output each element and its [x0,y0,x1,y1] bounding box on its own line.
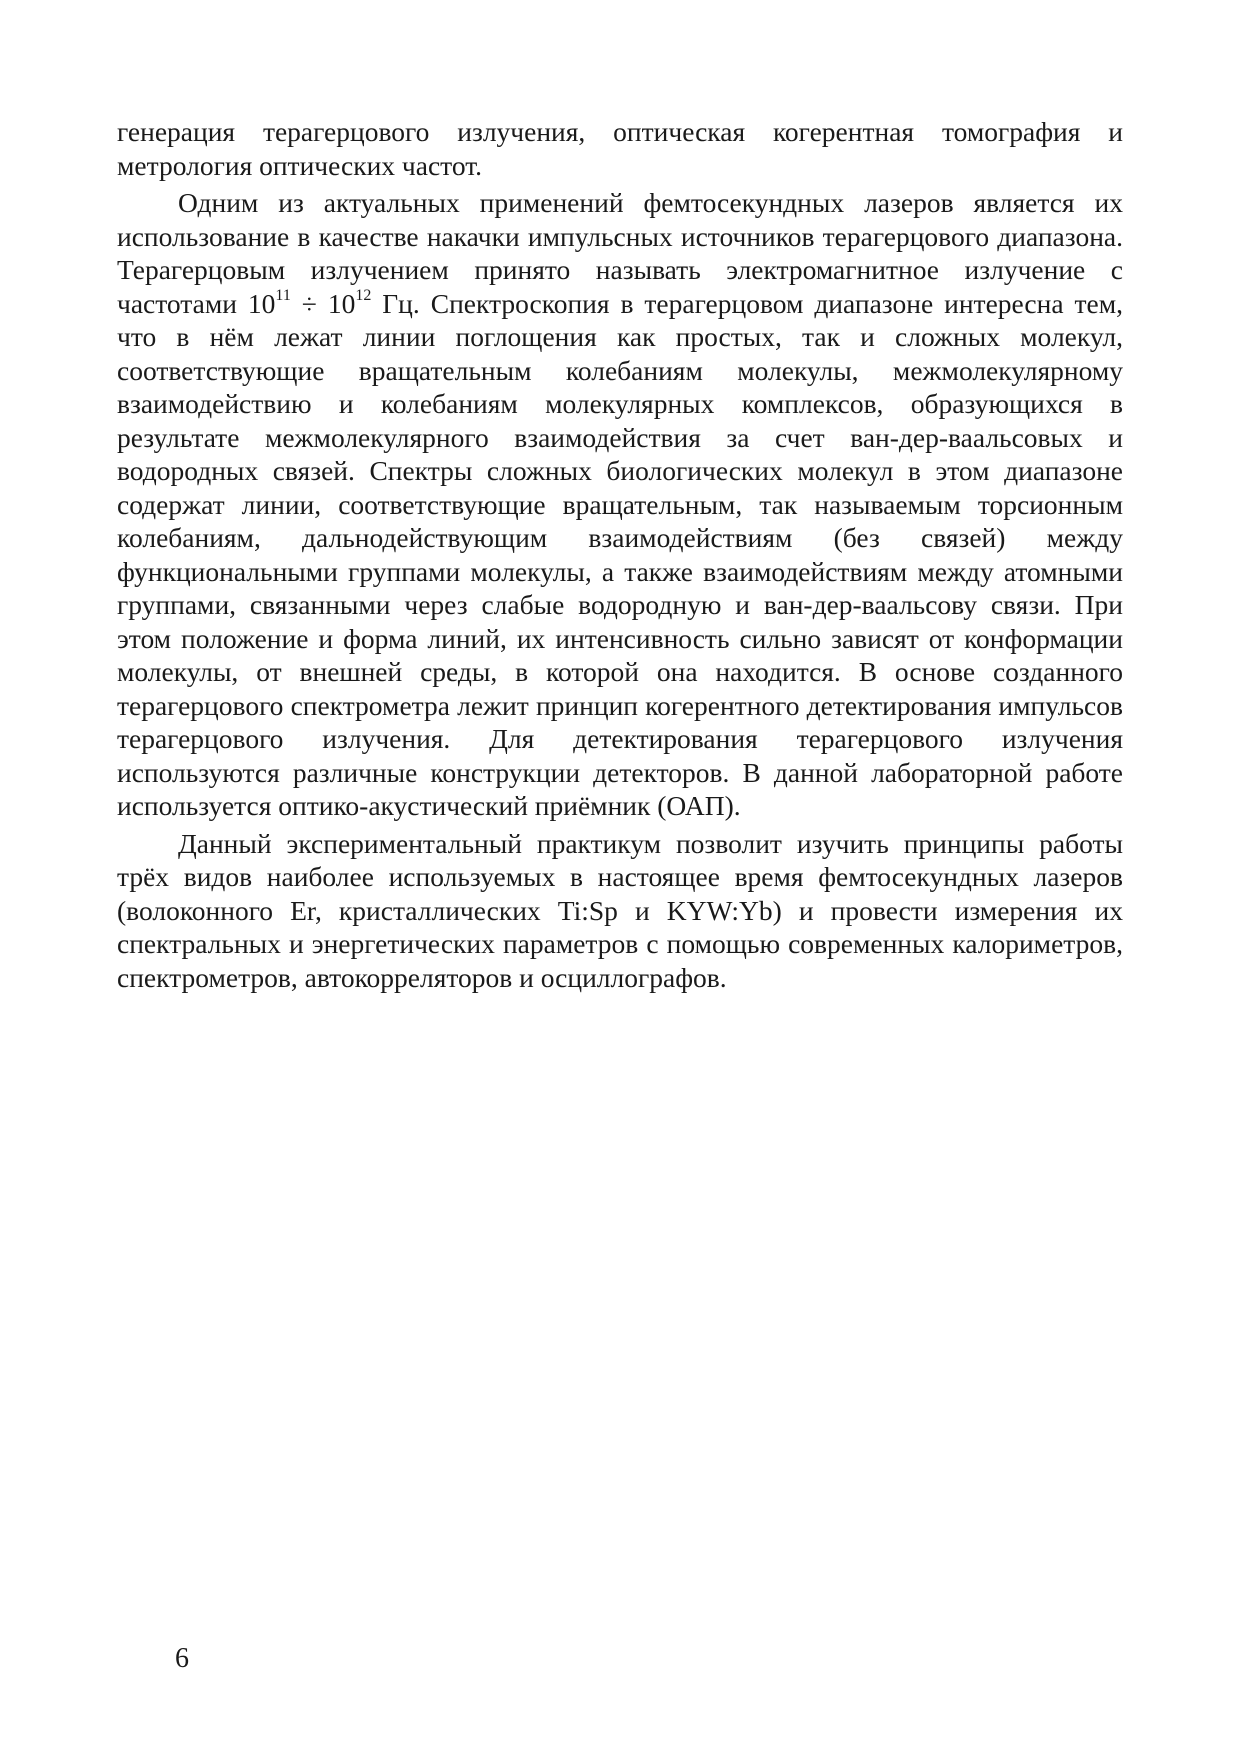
exponent-11: 11 [275,287,291,305]
paragraph-terahertz-text-start: Одним из актуальных применений фемтосекундных лазеров является их использование в качестве накачки импульсных источников терагерцового диапазона. Терагерцовым излучением принято называть электромагнитное излучение с частотами 10 [117,187,1123,319]
paragraph-continuation: генерация терагерцового излучения, оптическая когерентная томография и метрология оптических частот. [117,116,1123,181]
paragraph-practicum: Данный экспериментальный практикум позволит изучить принципы работы трёх видов наиболее используемых в настоящее время фемтосекундных лазеров (волоконного Er, кристаллических Ti:Sp и KYW:Yb) и провести измерения их спектральных и энергетических параметров с помощью современных калориметров, спектрометров, автокорреляторов и осциллографов. [117,827,1123,993]
page-number: 6 [175,1643,189,1674]
paragraph-terahertz-text-mid: ÷ 10 [290,287,356,319]
paragraph-terahertz-text-end: Гц. Спектроскопия в терагерцовом диапазоне интересна тем, что в нём лежат линии поглощения как простых, так и сложных молекул, соответствующие вращательным колебаниям молекулы, межмолекулярному взаимодействию и колебаниям молекулярных комплексов, образующихся в результате межмолекулярного взаимодействия за счет ван-дер-ваальсовых и водородных связей. Спектры сложных биологических молекул в этом диапазоне содержат линии, соответствующие вращательным, так называемым торсионным колебаниям, дальнодействующим взаимодействиям (без связей) между функциональными группами молекулы, а также взаимодействиям между атомными группами, связанными через слабые водородную и ван-дер-ваальсову связи. При этом положение и форма линий, их интенсивность сильно зависят от конформации молекулы, от внешней среды, в которой она находится. В основе созданного терагерцового спектрометра лежит принцип когерентного детектирования импульсов терагерцового излучения. Для детектирования терагерцового излучения используются различные конструкции детекторов. В данной лабораторной работе используется оптико-акустический приёмник (ОАП). [117,287,1123,821]
document-body [117,115,1123,998]
paragraph-terahertz [117,186,1123,823]
exponent-12: 12 [355,287,372,305]
